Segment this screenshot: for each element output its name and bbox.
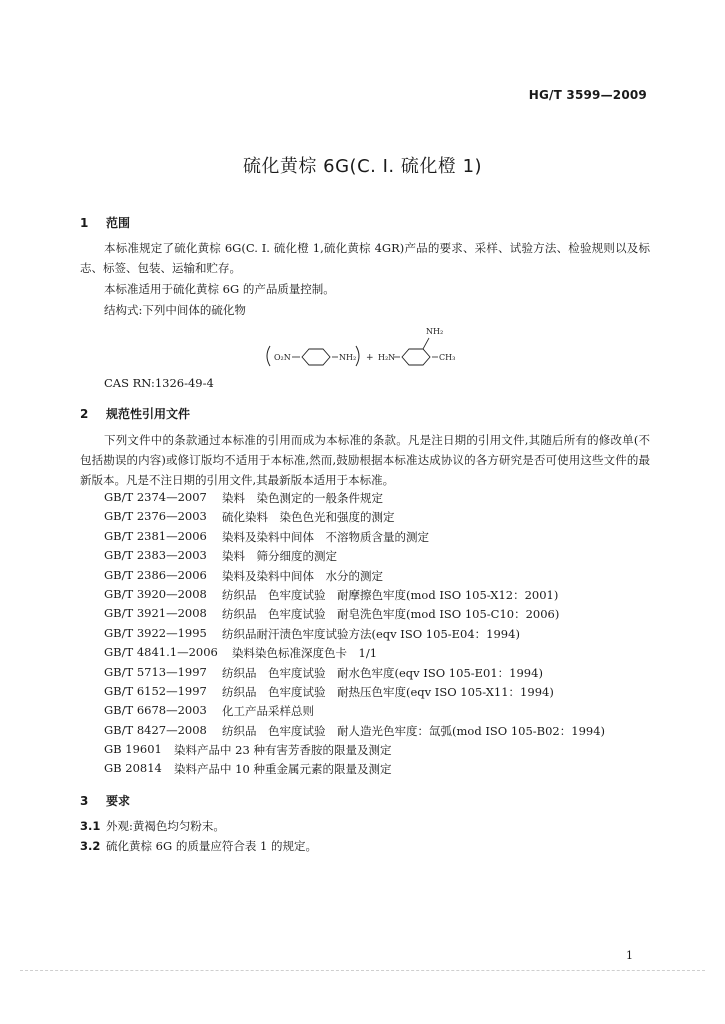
requirement-number: 3.1 <box>80 819 101 833</box>
reference-title: 染料 染色测定的一般条件规定 <box>222 491 383 505</box>
reference-code: GB/T 2376—2003 <box>104 509 207 524</box>
reference-list <box>104 490 605 781</box>
reference-item <box>104 568 605 587</box>
reference-code: GB/T 3921—2008 <box>104 606 207 621</box>
benzene-ring-1 <box>302 349 330 365</box>
reference-item <box>104 742 605 761</box>
requirement-item <box>80 818 225 834</box>
reference-title: 染料产品中 23 种有害芳香胺的限量及测定 <box>174 743 392 758</box>
reference-code: GB/T 2386—2006 <box>104 567 207 582</box>
reference-title: 纺织品 色牢度试验 耐水色牢度(eqv ISO 105-E01：1994) <box>222 665 543 680</box>
reference-item <box>104 587 605 606</box>
reference-title: 纺织品耐汗渍色牢度试验方法(eqv ISO 105-E04：1994) <box>222 626 520 641</box>
section-title: 范围 <box>106 216 131 230</box>
reference-code: GB 19601 <box>104 742 162 757</box>
reference-item <box>104 490 605 509</box>
reference-title: 染料 筛分细度的测定 <box>222 549 337 564</box>
reference-item <box>104 761 605 780</box>
reference-title: 染料染色标准深度色卡 1/1 <box>232 646 378 661</box>
reference-title: 纺织品 色牢度试验 耐热压色牢度(eqv ISO 105-X11：1994) <box>222 684 554 699</box>
reference-code: GB/T 2383—2003 <box>104 548 207 563</box>
section-title: 要求 <box>106 794 131 808</box>
reference-code: GB/T 2381—2006 <box>104 528 207 543</box>
reference-item <box>104 723 605 742</box>
reference-item <box>104 509 605 528</box>
benzene-ring-2 <box>402 349 430 365</box>
requirement-text: 硫化黄棕 6G 的质量应符合表 1 的规定。 <box>106 839 317 853</box>
reference-title: 纺织品 色牢度试验 耐人造光色牢度：氙弧(mod ISO 105-B02：1994) <box>222 723 606 738</box>
section-number: 1 <box>80 216 89 230</box>
reference-code: GB/T 8427—2008 <box>104 722 207 737</box>
reference-item <box>104 645 605 664</box>
formula-plus: + <box>366 353 374 363</box>
reference-title: 染料及染料中间体 水分的测定 <box>222 568 383 583</box>
requirement-text: 外观:黄褐色均匀粉末。 <box>106 819 225 833</box>
reference-code: GB/T 6152—1997 <box>104 683 207 698</box>
structural-formula <box>262 322 482 382</box>
section-1-heading <box>80 214 130 231</box>
requirement-number: 3.2 <box>80 839 101 853</box>
reference-title: 染料产品中 10 种重金属元素的限量及测定 <box>174 762 392 777</box>
formula-o2n: O₂N <box>274 353 291 362</box>
reference-item <box>104 606 605 625</box>
reference-code: GB/T 3922—1995 <box>104 625 207 640</box>
section-3-heading <box>80 792 130 809</box>
footer-divider <box>20 970 705 971</box>
section-2-heading <box>80 405 190 422</box>
reference-code: GB/T 6678—2003 <box>104 703 207 718</box>
reference-item <box>104 548 605 567</box>
formula-nh2-top: NH₂ <box>426 327 444 336</box>
reference-item <box>104 529 605 548</box>
reference-title: 纺织品 色牢度试验 耐摩擦色牢度(mod ISO 105-X12：2001) <box>222 587 559 602</box>
document-title: 硫化黄棕 6G(C. I. 硫化橙 1) <box>242 156 483 177</box>
reference-item <box>104 684 605 703</box>
reference-title: 化工产品采样总则 <box>222 704 314 719</box>
section-number: 3 <box>80 794 89 808</box>
reference-title: 纺织品 色牢度试验 耐皂洗色牢度(mod ISO 105-C10：2006) <box>222 607 560 622</box>
section-number: 2 <box>80 407 89 421</box>
reference-code: GB/T 2374—2007 <box>104 490 207 504</box>
normative-references-paragraph: 下列文件中的条款通过本标准的引用而成为本标准的条款。凡是注日期的引用文件,其随后所有的修改单(不包括勘误的内容)或修订版均不适用于本标准,然而,鼓励根据本标准达成协议的各方研究是否可使用这些文件的最新版本。凡是不注日期的引用文件,其最新版本适用于本标准。 <box>80 433 650 487</box>
reference-code: GB/T 4841.1—2006 <box>104 645 218 660</box>
reference-item <box>104 703 605 722</box>
section-title: 规范性引用文件 <box>106 407 191 421</box>
reference-title: 硫化染料 染色色光和强度的测定 <box>222 510 395 525</box>
formula-h2n: H₂N <box>378 353 396 362</box>
cas-number: CAS RN:1326-49-4 <box>104 376 214 390</box>
requirement-item <box>80 838 317 854</box>
reference-item <box>104 665 605 684</box>
reference-item <box>104 626 605 645</box>
formula-nh2-a: NH₂ <box>339 353 357 362</box>
standard-code: HG/T 3599—2009 <box>528 88 647 102</box>
page-number: 1 <box>626 949 633 962</box>
reference-title: 染料及染料中间体 不溶物质含量的测定 <box>222 529 429 544</box>
formula-ch3: CH₃ <box>439 353 456 362</box>
scope-paragraph-2: 本标准适用于硫化黄棕 6G 的产品质量控制。 <box>104 282 335 296</box>
reference-code: GB 20814 <box>104 761 162 776</box>
structure-intro: 结构式:下列中间体的硫化物 <box>104 303 246 317</box>
scope-paragraph-1: 本标准规定了硫化黄棕 6G(C. I. 硫化橙 1,硫化黄棕 4GR)产品的要求、采样、试验方法、检验规则以及标志、标签、包装、运输和贮存。 <box>80 241 650 275</box>
reference-code: GB/T 3920—2008 <box>104 586 207 601</box>
reference-code: GB/T 5713—1997 <box>104 664 207 679</box>
